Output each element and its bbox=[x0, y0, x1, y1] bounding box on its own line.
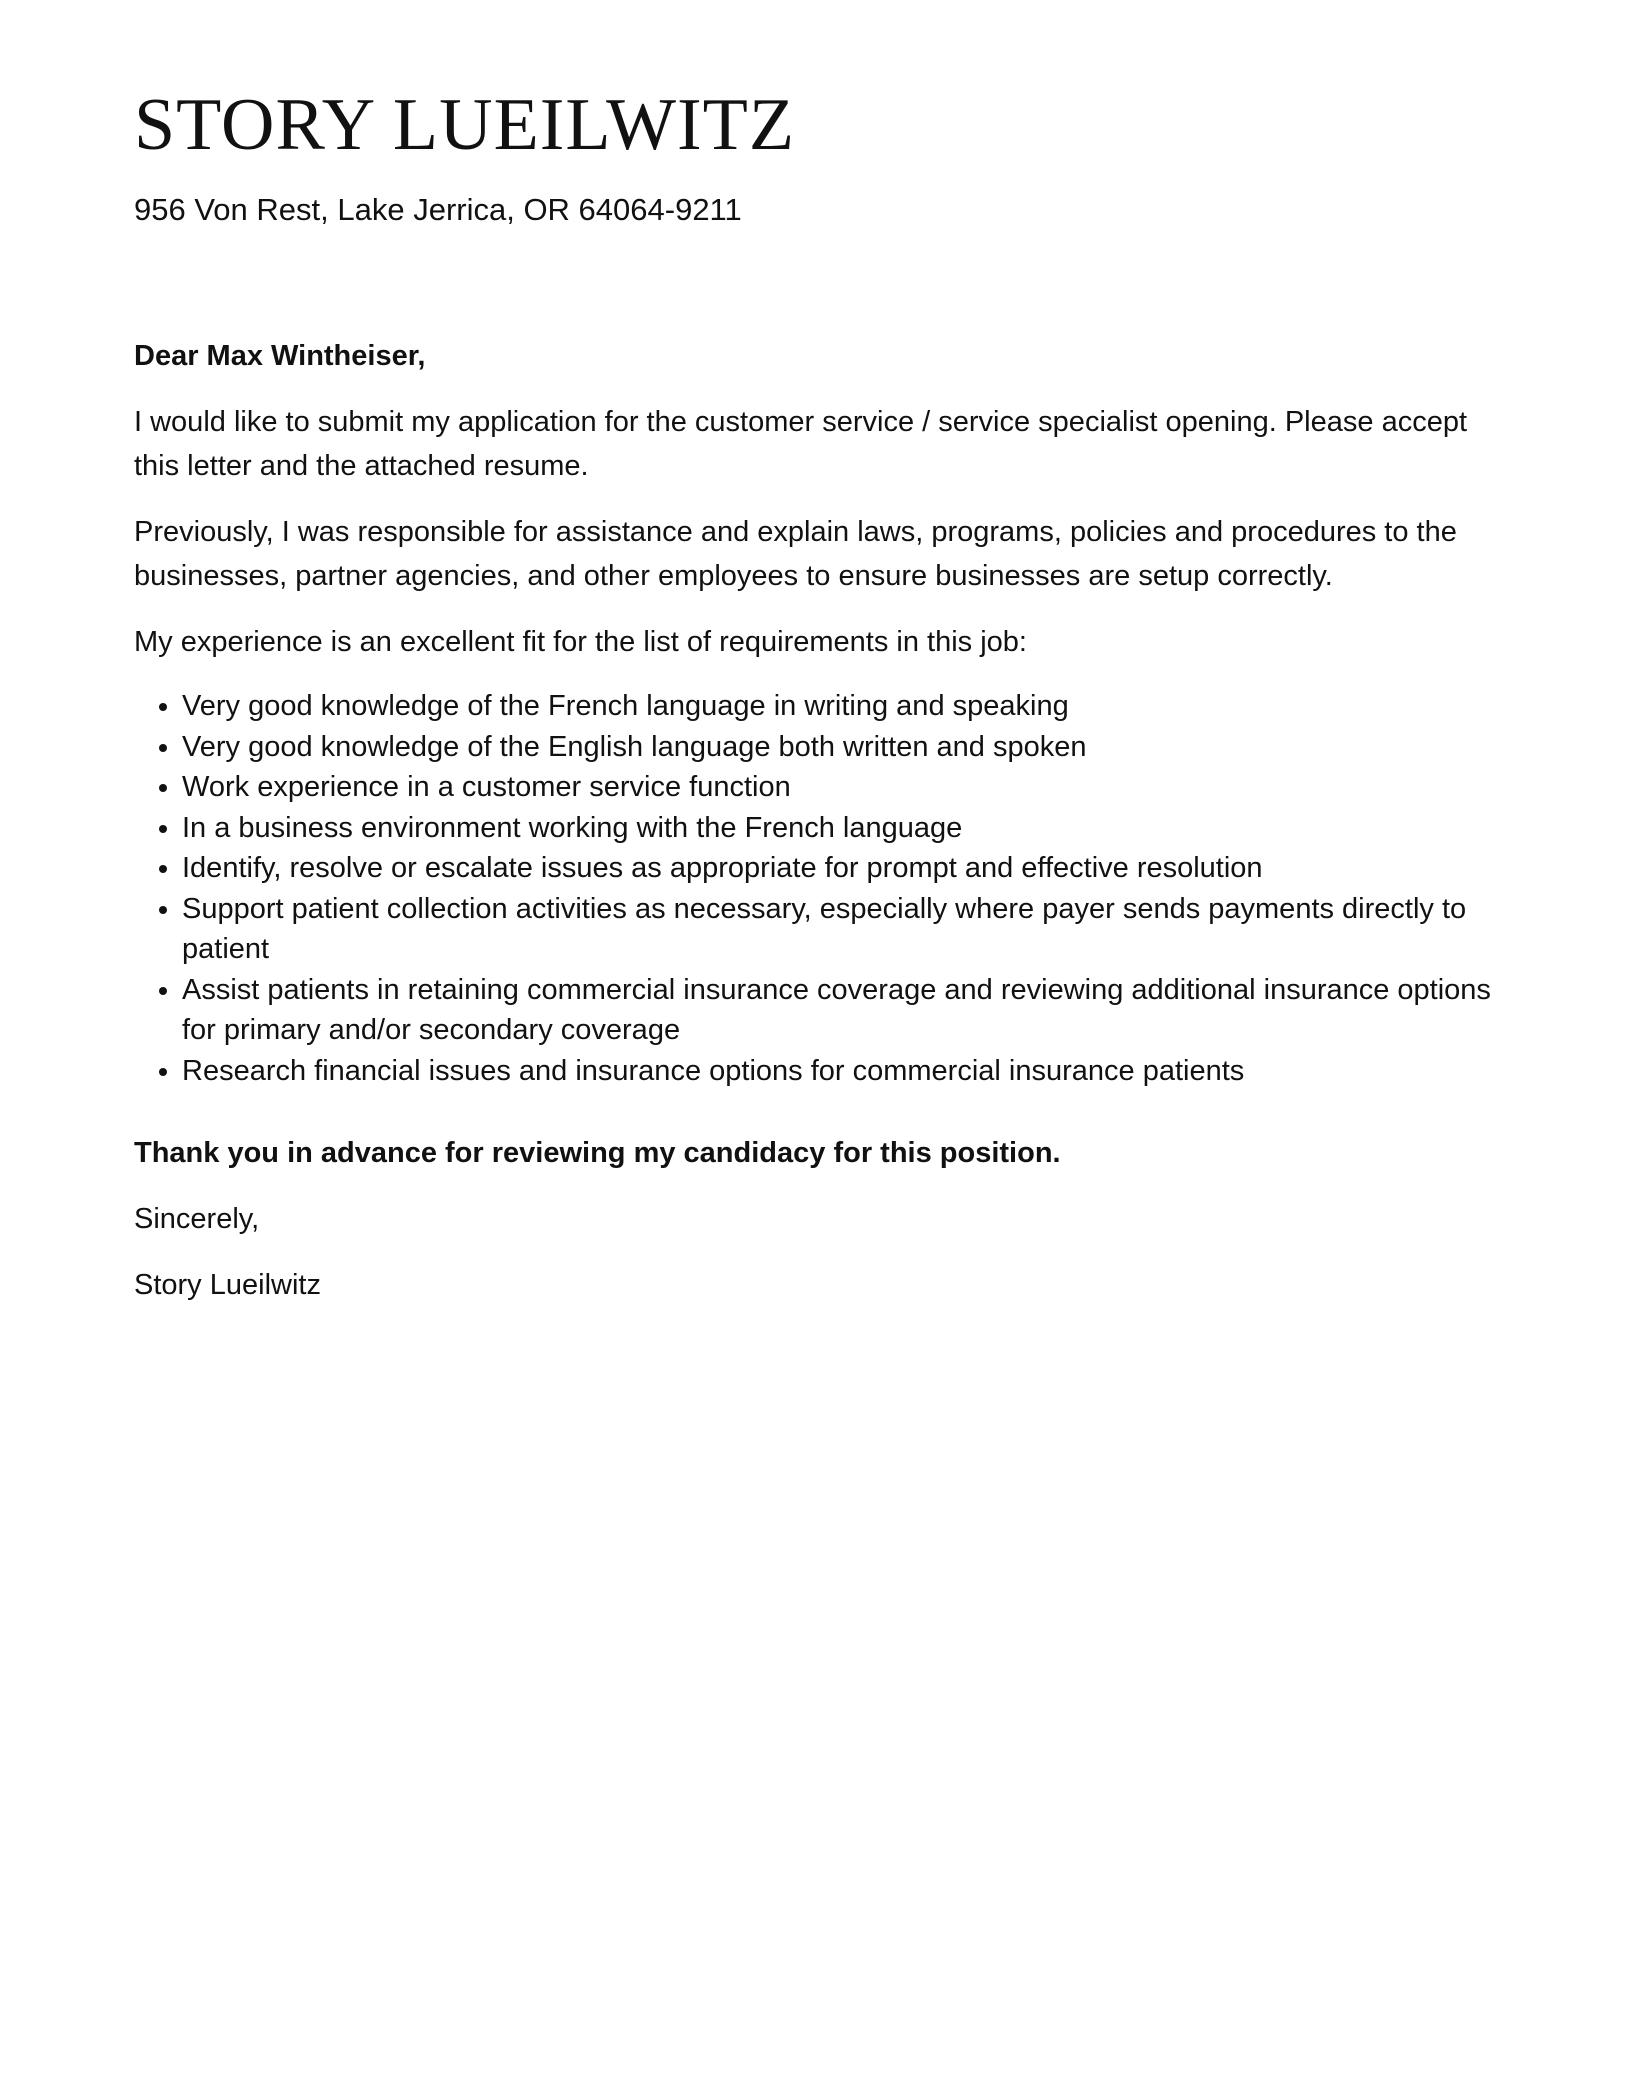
applicant-name: STORY LUEILWITZ bbox=[134, 84, 796, 166]
salutation: Dear Max Wintheiser, bbox=[134, 340, 426, 372]
list-item: • Research financial issues and insurance options for commercial insurance patients bbox=[182, 1051, 1494, 1092]
requirements-intro: My experience is an excellent fit for the list of requirements in this job: bbox=[134, 626, 1027, 658]
list-item: • Identify, resolve or escalate issues as appropriate for prompt and effective resolution bbox=[182, 848, 1494, 889]
requirements-list bbox=[134, 686, 1494, 1091]
list-item: • In a business environment working with the French language bbox=[182, 808, 1494, 849]
signature-name: Story Lueilwitz bbox=[134, 1269, 321, 1301]
closing-line: Thank you in advance for reviewing my candidacy for this position. bbox=[134, 1137, 1061, 1169]
signoff: Sincerely, bbox=[134, 1203, 260, 1235]
list-item: • Work experience in a customer service function bbox=[182, 767, 1494, 808]
list-item: • Very good knowledge of the French language in writing and speaking bbox=[182, 686, 1494, 727]
applicant-address: 956 Von Rest, Lake Jerrica, OR 64064-9211 bbox=[134, 192, 742, 227]
list-item: • Very good knowledge of the English language both written and spoken bbox=[182, 727, 1494, 768]
list-item: • Support patient collection activities as necessary, especially where payer sends payments directly to patient bbox=[182, 889, 1494, 970]
list-item: • Assist patients in retaining commercial insurance coverage and reviewing additional insurance options for primary and/or secondary coverage bbox=[182, 970, 1494, 1051]
intro-paragraph: I would like to submit my application for the customer service / service specialist opening. Please accept this letter and the attached resume. bbox=[134, 406, 1468, 482]
experience-paragraph: Previously, I was responsible for assistance and explain laws, programs, policies and procedures to the businesses, partner agencies, and other employees to ensure businesses are setup correctly. bbox=[134, 516, 1457, 592]
letter-body bbox=[134, 334, 1494, 1329]
